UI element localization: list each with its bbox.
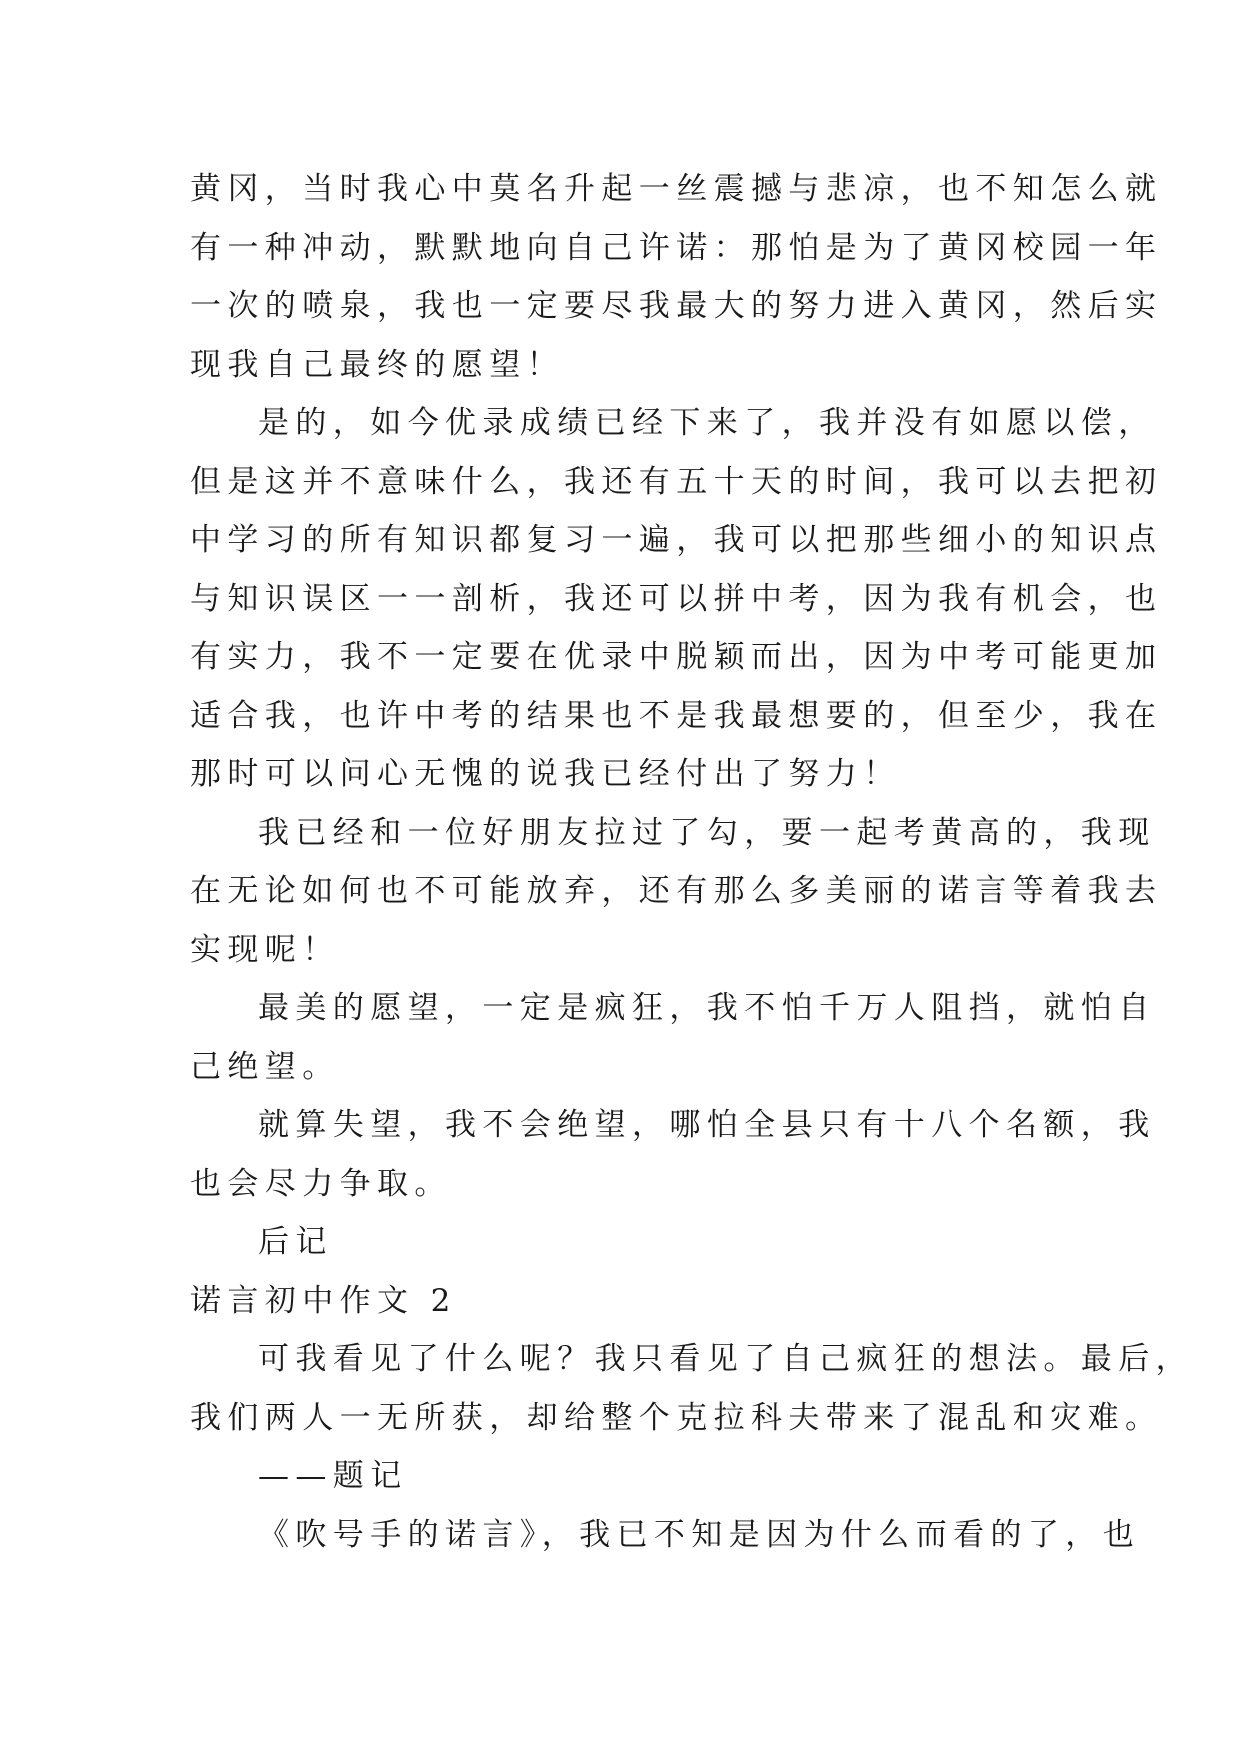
text-line: 《吹号手的诺言》，我已不知是因为什么而看的了，也 xyxy=(258,1516,1141,1553)
text-line: 己绝望。 xyxy=(190,1048,340,1085)
text-line: 也会尽力争取。 xyxy=(190,1165,452,1202)
text-line: 有实力，我不一定要在优录中脱颖而出，因为中考可能更加 xyxy=(190,639,1163,675)
text-line: 但是这并不意味什么，我还有五十天的时间，我可以去把初 xyxy=(190,463,1163,500)
text-line: 最美的愿望，一定是疯狂，我不怕千万人阻挡，就怕自 xyxy=(258,990,1156,1026)
text-line: 可我看见了什么呢？我只看见了自己疯狂的想法。最后， xyxy=(258,1341,1193,1377)
text-line: 是的，如今优录成绩已经下来了，我并没有如愿以偿， xyxy=(258,405,1156,441)
text-line: 中学习的所有知识都复习一遍，我可以把那些细小的知识点 xyxy=(190,522,1163,558)
text-line: 我已经和一位好朋友拉过了勾，要一起考黄高的，我现 xyxy=(258,814,1156,851)
text-line: 黄冈，当时我心中莫名升起一丝震撼与悲凉，也不知怎么就 xyxy=(190,171,1163,207)
essay-body xyxy=(190,160,1193,1564)
text-line: ——题记 xyxy=(258,1458,408,1494)
text-line: 那时可以问心无愧的说我已经付出了努力！ xyxy=(190,756,901,792)
text-line: 与知识误区一一剖析，我还可以拼中考，因为我有机会，也 xyxy=(190,580,1163,617)
text-line: 在无论如何也不可能放弃，还有那么多美丽的诺言等着我去 xyxy=(190,873,1163,909)
text-line: 一次的喷泉，我也一定要尽我最大的努力进入黄冈，然后实 xyxy=(190,288,1163,324)
text-line: 就算失望，我不会绝望，哪怕全县只有十八个名额，我 xyxy=(258,1107,1156,1143)
text-line: 现我自己最终的愿望！ xyxy=(190,346,564,383)
text-line: 适合我，也许中考的结果也不是我最想要的，但至少，我在 xyxy=(190,697,1163,734)
text-line: 实现呢！ xyxy=(190,931,340,968)
text-line: 诺言初中作文 2 xyxy=(190,1282,457,1319)
text-line: 后记 xyxy=(258,1224,333,1260)
text-line: 我们两人一无所获，却给整个克拉科夫带来了混乱和灾难。 xyxy=(190,1399,1163,1436)
text-line: 有一种冲动，默默地向自己许诺：那怕是为了黄冈校园一年 xyxy=(190,229,1163,266)
